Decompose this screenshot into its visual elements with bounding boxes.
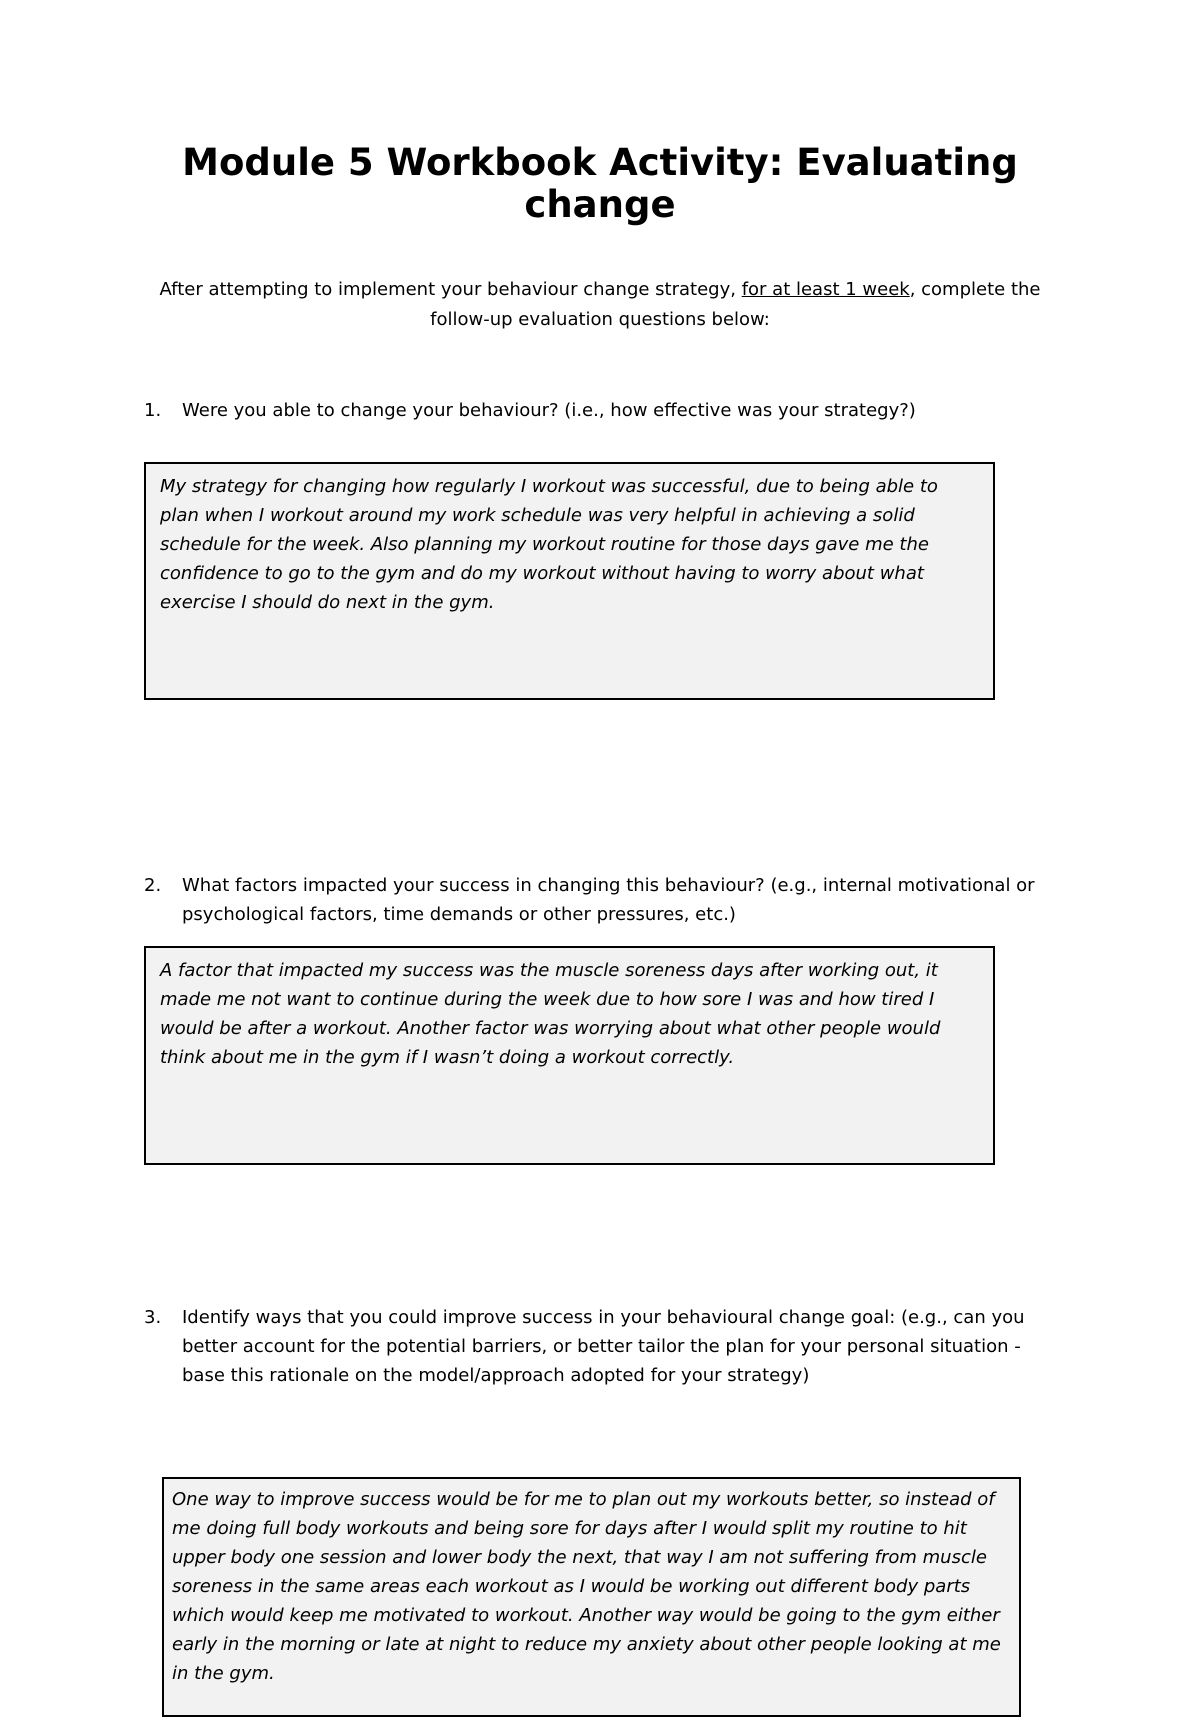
- question-text: Were you able to change your behaviour? (i.e., how effective was your strategy?): [182, 400, 916, 421]
- question-2: [144, 871, 1044, 929]
- question-number: 1.: [144, 400, 162, 421]
- question-text: What factors impacted your success in changing this behaviour? (e.g., internal motivational or psychological factors, time demands or other pressures, etc.): [182, 875, 1035, 925]
- question-number: 2.: [144, 875, 162, 896]
- answer-box-2[interactable]: A factor that impacted my success was the muscle soreness days after working out, it made me not want to continue during the week due to how sore I was and how tired I would be after a workout. Another factor was worrying about what other people would think about me in the gym if I wasn’t doing a workout correctly.: [144, 946, 995, 1165]
- intro-text-after: , complete the follow-up evaluation questions below:: [430, 279, 1041, 330]
- question-text: Identify ways that you could improve success in your behavioural change goal: (e.g., can you better account for the potential barriers, or better tailor the plan for your personal situation - base this rationale on the model/approach adopted for your strategy): [182, 1307, 1025, 1386]
- question-3: [144, 1303, 1044, 1390]
- intro-text-before: After attempting to implement your behaviour change strategy,: [159, 279, 742, 300]
- answer-box-1[interactable]: My strategy for changing how regularly I workout was successful, due to being able to plan when I workout around my work schedule was very helpful in achieving a solid schedule for the week. Also planning my workout routine for those days gave me the confidence to go to the gym and do my workout without having to worry about what exercise I should do next in the gym.: [144, 462, 995, 700]
- intro-underlined-duration: for at least 1 week: [741, 279, 910, 300]
- answer-box-3[interactable]: One way to improve success would be for me to plan out my workouts better, so instead of me doing full body workouts and being sore for days after I would split my routine to hit upper body one session and lower body the next, that way I am not suffering from muscle soreness in the same areas each workout as I would be working out different body parts which would keep me motivated to workout. Another way would be going to the gym either early in the morning or late at night to reduce my anxiety about other people looking at me in the gym.: [162, 1477, 1021, 1717]
- intro-instructions: [150, 275, 1050, 335]
- question-number: 3.: [144, 1307, 162, 1328]
- question-1: [144, 396, 1044, 425]
- page-title: Module 5 Workbook Activity: Evaluating change: [182, 141, 1018, 226]
